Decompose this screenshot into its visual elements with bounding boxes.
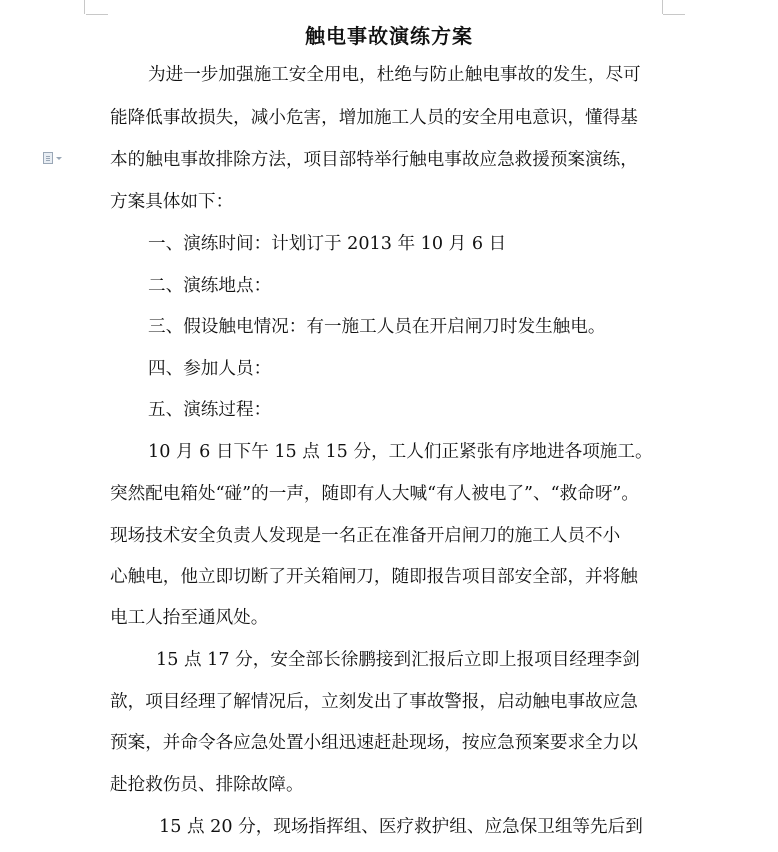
paragraph-line: 三、假设触电情况：有一施工人员在开启闸刀时发生触电。 — [148, 317, 606, 337]
paragraph-line: 方案具体如下： — [110, 192, 234, 212]
paragraph-line: 一、演练时间：计划订于 2013 年 10 月 6 日 — [148, 234, 507, 254]
paragraph-line: 能降低事故损失，减小危害，增加施工人员的安全用电意识，懂得基 — [110, 108, 638, 128]
crop-mark-top-left — [86, 14, 108, 15]
paragraph-line: 15 点 17 分，安全部长徐鹏接到汇报后立即上报项目经理李剑 — [156, 650, 640, 670]
paragraph-line: 电工人抬至通风处。 — [110, 608, 269, 628]
paragraph-line: 15 点 20 分，现场指挥组、医疗救护组、应急保卫组等先后到 — [159, 817, 643, 837]
paragraph-line: 预案，并命令各应急处置小组迅速赶赴现场，按应急预案要求全力以 — [110, 733, 638, 753]
page-title: 触电事故演练方案 — [305, 24, 473, 48]
paragraph-line: 突然配电箱处“碰”的一声，随即有人大喊“有人被电了”、“救命呀”。 — [110, 484, 640, 504]
paragraph-line: 赴抢救伤员、排除故障。 — [110, 775, 304, 795]
paragraph-line: 10 月 6 日下午 15 点 15 分，工人们正紧张有序地进各项施工。 — [148, 442, 653, 462]
paragraph-line: 心触电，他立即切断了开关箱闸刀，随即报告项目部安全部，并将触 — [110, 567, 638, 587]
document-sheet-icon — [43, 152, 53, 164]
crop-mark-top-right — [662, 0, 663, 14]
paragraph-line: 五、演练过程： — [148, 400, 272, 420]
crop-mark-top-left — [84, 0, 85, 14]
paragraph-line: 现场技术安全负责人发现是一名正在准备开启闸刀的施工人员不小 — [110, 526, 621, 546]
paragraph-line: 本的触电事故排除方法，项目部特举行触电事故应急救援预案演练， — [110, 150, 638, 170]
chevron-down-icon — [56, 157, 62, 160]
paragraph-line: 四、参加人员： — [148, 359, 272, 379]
paragraph-line: 歆，项目经理了解情况后，立刻发出了事故警报，启动触电事故应急 — [110, 692, 638, 712]
paragraph-line: 二、演练地点： — [148, 276, 272, 296]
document-icon[interactable] — [43, 150, 71, 166]
paragraph-line: 为进一步加强施工安全用电，杜绝与防止触电事故的发生，尽可 — [148, 65, 641, 85]
crop-mark-top-right — [663, 14, 685, 15]
